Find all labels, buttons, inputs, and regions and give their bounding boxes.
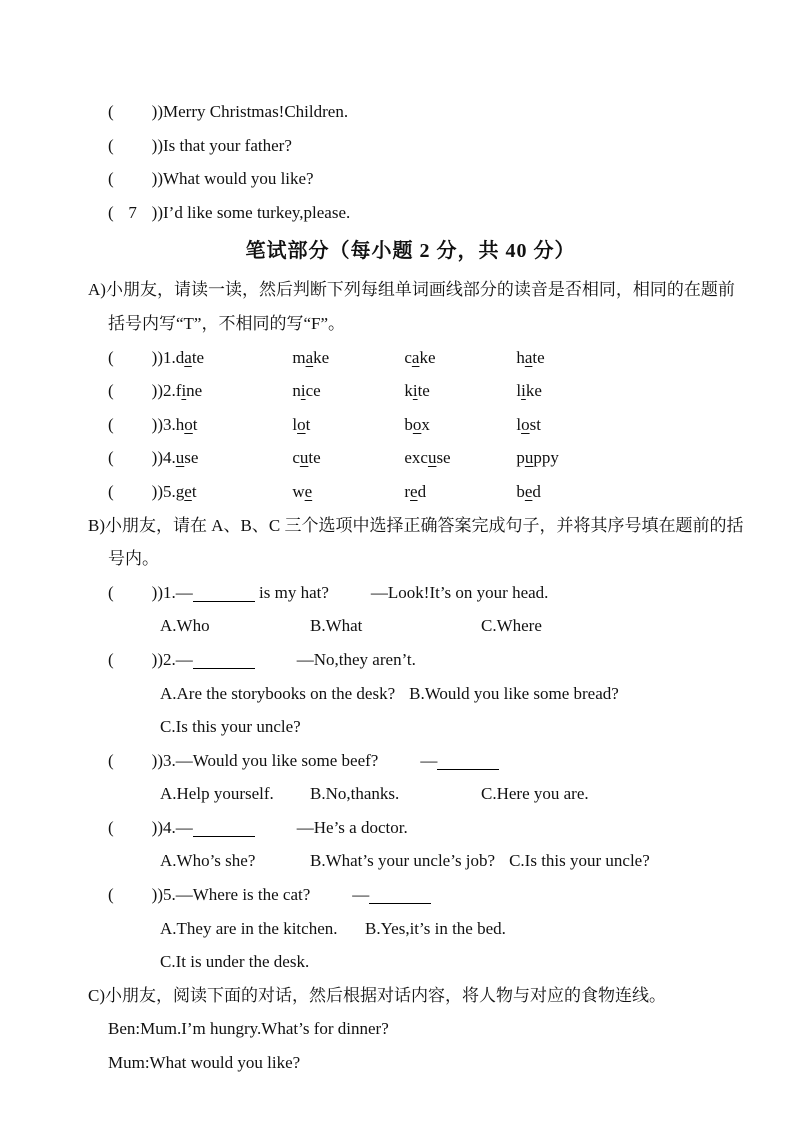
phonics-col-4 xyxy=(516,441,559,475)
section-b-instructions-line2: 号内。 xyxy=(108,549,159,569)
phonics-word: excuse xyxy=(404,448,451,468)
underlined-letter: e xyxy=(410,481,418,501)
close-paren: ) xyxy=(151,448,158,468)
section-a-phonics xyxy=(88,273,733,508)
stem-utterance-right: — xyxy=(352,885,431,904)
open-paren: ( xyxy=(108,414,114,434)
listening-item xyxy=(88,95,733,129)
question-stem xyxy=(88,643,733,677)
phonics-col-4 xyxy=(516,374,542,408)
listening-item xyxy=(88,196,733,230)
phonics-word: cake xyxy=(404,347,436,367)
paren-answer-group xyxy=(108,751,157,770)
phonics-col-2 xyxy=(292,441,404,475)
paren-answer-group xyxy=(108,415,157,434)
answer-blank xyxy=(193,586,255,602)
phonics-row xyxy=(88,341,733,375)
phonics-col-1: )2.fine xyxy=(157,381,203,401)
paren-answer-group xyxy=(108,448,157,467)
answer-option: A.Who xyxy=(160,616,210,636)
section-b-instructions-line1: B)小朋友，请在 A、B、C 三个选项中选择正确答案完成句子，并将其序号填在题前的括 xyxy=(88,515,744,535)
paren-answer-group xyxy=(108,102,157,121)
listening-item-text: )Is that your father? xyxy=(157,135,292,155)
open-paren: ( xyxy=(108,448,114,468)
paren-answer-group xyxy=(108,203,157,222)
answer-option: C.It is under the desk. xyxy=(160,952,310,972)
underlined-letter: a xyxy=(305,347,314,367)
close-paren: ) xyxy=(151,582,158,602)
close-paren: ) xyxy=(151,135,158,155)
underlined-letter: u xyxy=(175,448,185,468)
answer-option: C.Here you are. xyxy=(481,784,589,804)
phonics-col-2 xyxy=(292,341,404,375)
section-a-instructions-line1: A)小朋友，请读一读，然后判断下列每组单词画线部分的读音是否相同，相同的在题前 xyxy=(88,280,735,300)
phonics-word: lost xyxy=(516,414,541,434)
phonics-col-4 xyxy=(516,475,541,509)
question-stem xyxy=(88,576,733,610)
question-stem xyxy=(88,811,733,845)
phonics-col-2 xyxy=(292,475,404,509)
close-paren: ) xyxy=(151,102,158,121)
option-row xyxy=(160,777,733,811)
phonics-word: like xyxy=(516,381,542,401)
close-paren: ) xyxy=(151,750,158,770)
stem-utterance-left: —Where is the cat? xyxy=(175,885,311,905)
stem-utterance-right: —No,they aren’t. xyxy=(296,649,416,669)
phonics-col-1: )5.get xyxy=(157,481,197,501)
written-test-heading: 笔试部分（每小题 2 分，共 40 分） xyxy=(245,240,576,263)
dialogue-line-ben: Ben:Mum.I’m hungry.What’s for dinner? xyxy=(108,1019,389,1039)
answer-blank xyxy=(369,888,431,904)
answer-slot: 7 xyxy=(128,202,137,222)
multiple-choice-questions xyxy=(88,576,733,979)
underlined-letter: o xyxy=(297,414,306,434)
phonics-word: we xyxy=(292,481,313,501)
phonics-word: kite xyxy=(404,381,430,401)
underlined-letter: a xyxy=(411,347,420,367)
answer-option: A.Are the storybooks on the desk? xyxy=(160,683,396,703)
phonics-word: bed xyxy=(516,481,541,501)
answer-option: A.Help yourself. xyxy=(160,784,274,804)
underlined-letter: o xyxy=(412,414,422,434)
phonics-word: cute xyxy=(292,448,321,468)
open-paren: ( xyxy=(108,135,114,155)
question-number: )1. xyxy=(157,582,176,602)
phonics-col-2 xyxy=(292,408,404,442)
underlined-letter: a xyxy=(184,347,192,367)
question-number: )3. xyxy=(157,750,176,770)
question-number: )2. xyxy=(157,649,176,669)
answer-blank xyxy=(437,754,499,770)
answer-option: A.Who’s she? xyxy=(160,851,256,871)
phonics-col-3 xyxy=(404,374,516,408)
open-paren: ( xyxy=(108,102,114,121)
section-b-multiple-choice xyxy=(88,509,744,979)
phonics-col-3 xyxy=(404,475,516,509)
listening-item xyxy=(88,162,733,196)
answer-option: A.They are in the kitchen. xyxy=(160,918,338,938)
phonics-word: use xyxy=(175,448,199,468)
option-row xyxy=(160,945,733,979)
underlined-letter: a xyxy=(524,347,533,367)
phonics-row xyxy=(88,475,733,509)
close-paren: ) xyxy=(151,202,158,222)
question-number: )5. xyxy=(157,885,176,905)
paren-answer-group xyxy=(108,482,157,501)
underlined-letter: i xyxy=(181,381,187,401)
underlined-letter: u xyxy=(427,448,437,468)
open-paren: ( xyxy=(108,481,114,501)
stem-utterance-right: — xyxy=(420,751,499,770)
listening-item-text: )I’d like some turkey,please. xyxy=(157,202,351,222)
option-row xyxy=(160,710,733,744)
underlined-letter: e xyxy=(184,481,192,501)
phonics-col-3 xyxy=(404,341,516,375)
phonics-rows xyxy=(88,341,733,509)
stem-utterance-right: —He’s a doctor. xyxy=(296,817,408,837)
answer-option: B.Would you like some bread? xyxy=(409,683,619,703)
paren-answer-group xyxy=(108,348,157,367)
phonics-col-4 xyxy=(516,341,544,375)
stem-utterance-left: —Would you like some beef? xyxy=(175,750,379,770)
phonics-word: fine xyxy=(175,381,203,401)
answer-blank xyxy=(193,653,255,669)
open-paren: ( xyxy=(108,347,114,367)
listening-item-text: )Merry Christmas!Children. xyxy=(157,102,349,121)
stem-utterance-left: — xyxy=(176,650,255,669)
phonics-row xyxy=(88,408,733,442)
phonics-row xyxy=(88,441,733,475)
answer-option: B.What’s your uncle’s job? xyxy=(310,851,496,871)
section-c-instructions: C)小朋友，阅读下面的对话，然后根据对话内容，将人物与对应的食物连线。 xyxy=(88,985,666,1005)
phonics-col-4 xyxy=(516,408,541,442)
option-row xyxy=(160,677,733,711)
close-paren: ) xyxy=(151,649,158,669)
option-row xyxy=(160,609,733,643)
underlined-letter: e xyxy=(524,481,533,501)
listening-item xyxy=(88,129,733,163)
close-paren: ) xyxy=(151,817,158,837)
phonics-word: get xyxy=(175,481,197,501)
underlined-letter: e xyxy=(304,481,313,501)
open-paren: ( xyxy=(108,582,114,602)
phonics-word: puppy xyxy=(516,448,559,468)
stem-utterance-right: —Look!It’s on your head. xyxy=(370,582,549,602)
underlined-letter: u xyxy=(524,448,534,468)
close-paren: ) xyxy=(151,885,158,905)
paren-answer-group xyxy=(108,885,157,904)
question-stem xyxy=(88,878,733,912)
answer-option: B.No,thanks. xyxy=(310,784,400,804)
phonics-col-3 xyxy=(404,441,516,475)
paren-answer-group xyxy=(108,169,157,188)
answer-option: B.Yes,it’s in the bed. xyxy=(365,918,506,938)
phonics-col-2 xyxy=(292,374,404,408)
phonics-col-1: )4.use xyxy=(157,448,199,468)
paren-answer-group xyxy=(108,818,157,837)
stem-utterance-left: — is my hat? xyxy=(175,582,329,602)
phonics-word: make xyxy=(292,347,330,367)
phonics-word: hate xyxy=(516,347,545,367)
paren-answer-group xyxy=(108,381,157,400)
open-paren: ( xyxy=(108,817,114,837)
question-number: )4. xyxy=(157,817,176,837)
dialogue-line-mum: Mum:What would you like? xyxy=(108,1053,301,1073)
listening-item-text: )What would you like? xyxy=(157,169,314,189)
answer-blank xyxy=(193,821,255,837)
phonics-word: hot xyxy=(175,414,198,434)
section-a-instructions-line2: 括号内写“T”，不相同的写“F”。 xyxy=(108,313,346,333)
phonics-col-1: )3.hot xyxy=(157,414,198,434)
phonics-row xyxy=(88,374,733,408)
underlined-letter: i xyxy=(521,381,526,401)
phonics-col-3 xyxy=(404,408,516,442)
listening-tail-section xyxy=(88,95,733,229)
close-paren: ) xyxy=(151,347,158,367)
paren-answer-group xyxy=(108,136,157,155)
answer-option: C.Is this your uncle? xyxy=(160,717,301,737)
underlined-letter: u xyxy=(299,448,309,468)
close-paren: ) xyxy=(151,481,158,501)
section-c-reading xyxy=(88,979,733,1080)
open-paren: ( xyxy=(108,381,114,401)
underlined-letter: i xyxy=(412,381,418,401)
close-paren: ) xyxy=(151,381,158,401)
answer-option: C.Where xyxy=(481,616,542,636)
open-paren: ( xyxy=(108,750,114,770)
answer-option: C.Is this your uncle? xyxy=(509,851,650,871)
paren-answer-group xyxy=(108,583,157,602)
stem-utterance-left: — xyxy=(176,818,255,837)
underlined-letter: o xyxy=(521,414,530,434)
option-row xyxy=(160,912,733,946)
phonics-word: red xyxy=(404,481,427,501)
close-paren: ) xyxy=(151,414,158,434)
open-paren: ( xyxy=(108,885,114,905)
phonics-word: nice xyxy=(292,381,321,401)
answer-option: B.What xyxy=(310,616,363,636)
phonics-word: lot xyxy=(292,414,311,434)
option-row xyxy=(160,844,733,878)
close-paren: ) xyxy=(151,169,158,189)
phonics-word: box xyxy=(404,414,430,434)
open-paren: ( xyxy=(108,169,114,189)
underlined-letter: i xyxy=(300,381,306,401)
paren-answer-group xyxy=(108,650,157,669)
open-paren: ( xyxy=(108,649,114,669)
open-paren: ( xyxy=(108,202,114,222)
phonics-word: date xyxy=(175,347,205,367)
question-stem xyxy=(88,744,733,778)
phonics-col-1: )1.date xyxy=(157,347,205,367)
underlined-letter: o xyxy=(184,414,193,434)
